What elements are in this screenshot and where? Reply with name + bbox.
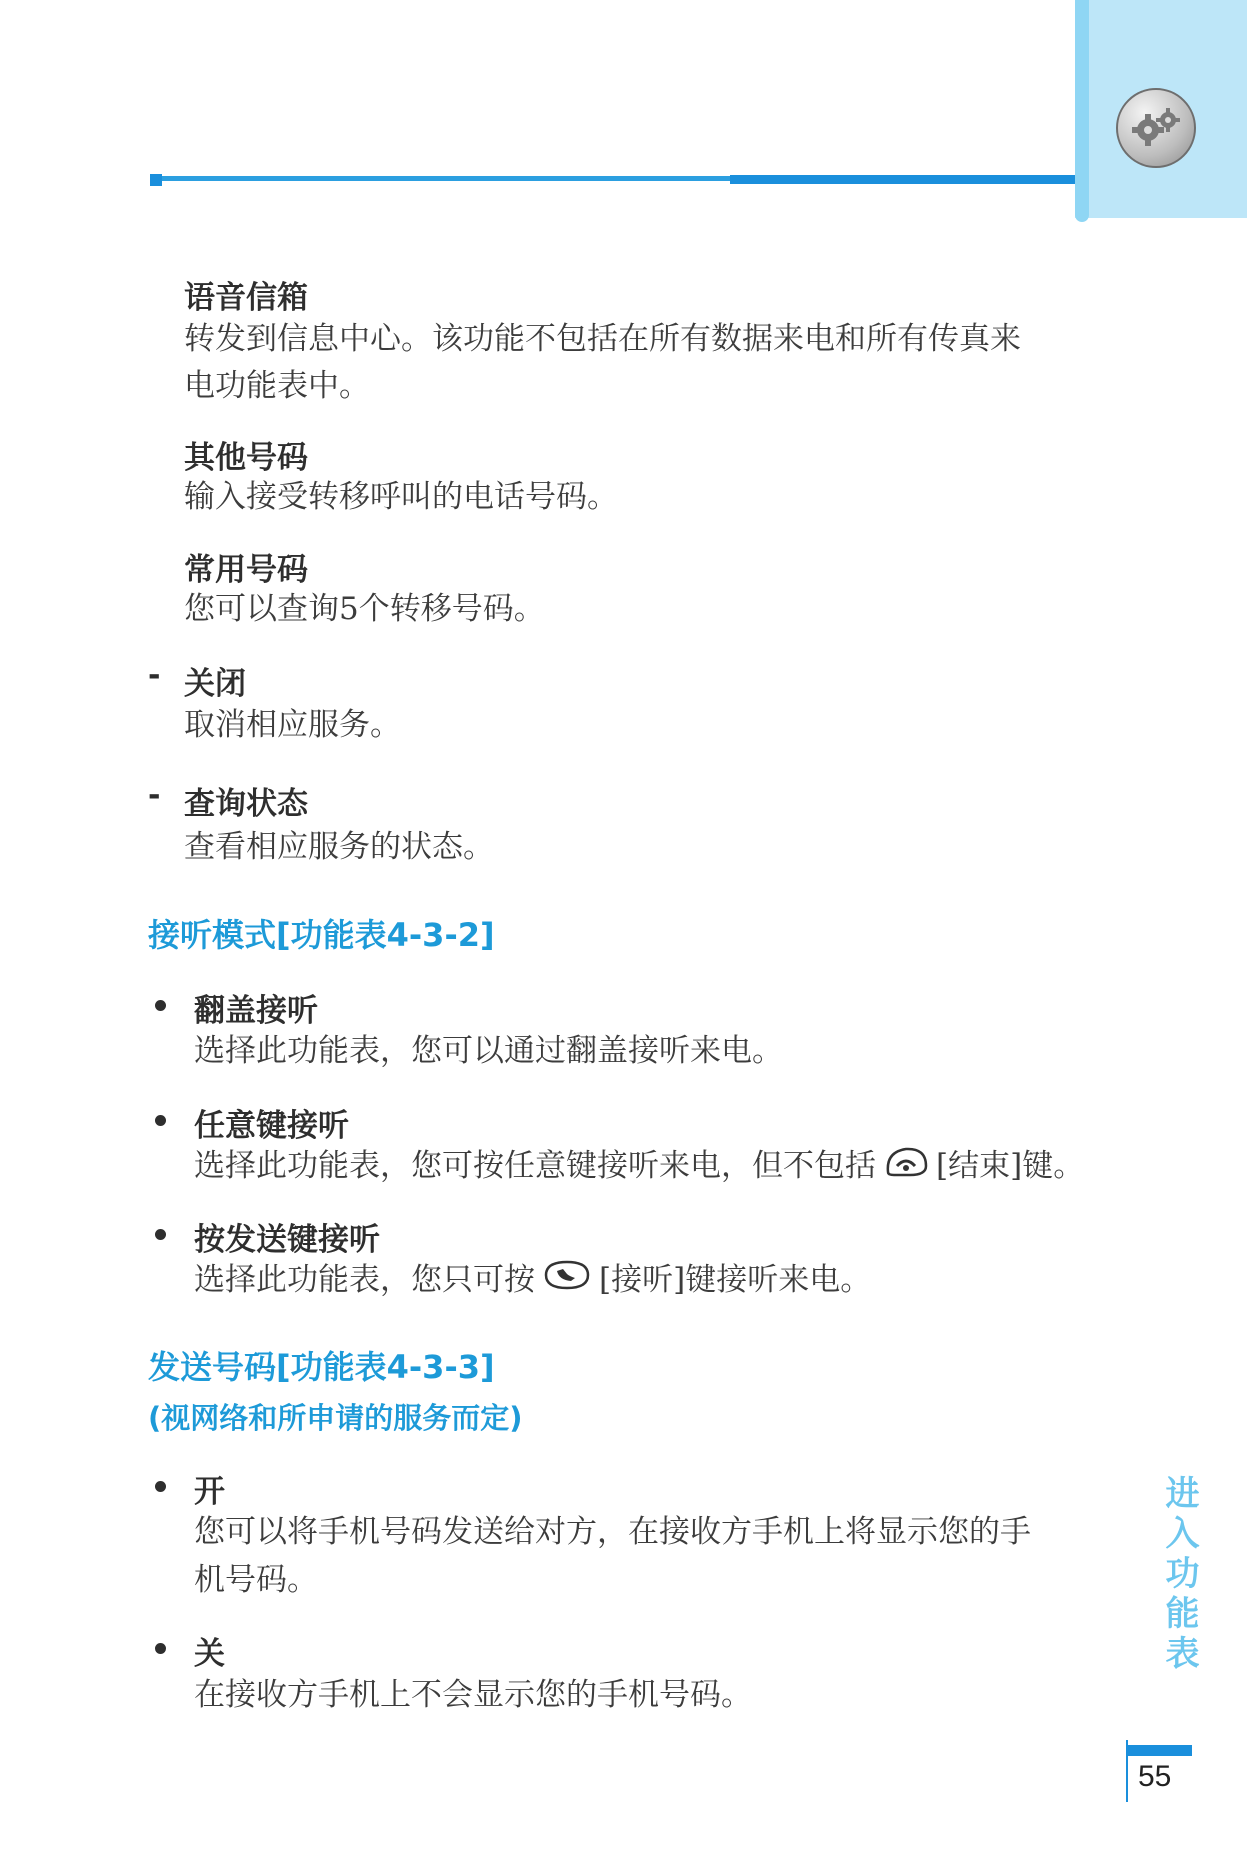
send-on-line-2: 机号码。 <box>194 1562 318 1598</box>
send-on-title: 开 <box>194 1474 225 1510</box>
answer-mode-heading: 接听模式[功能表4-3-2] <box>148 916 495 954</box>
bullet <box>155 1229 166 1240</box>
page-number-bar <box>1128 1745 1192 1756</box>
status-title: 查询状态 <box>184 786 308 822</box>
status-text: 查看相应服务的状态。 <box>184 829 494 865</box>
bullet <box>155 1000 166 1011</box>
status-dash: - <box>148 778 161 813</box>
send-key-answer-text <box>194 1257 871 1306</box>
any-key-answer-text <box>194 1143 1084 1192</box>
send-on-line-1: 您可以将手机号码发送给对方，在接收方手机上将显示您的手 <box>194 1514 1031 1550</box>
close-dash: - <box>148 658 161 693</box>
flip-answer-title: 翻盖接听 <box>194 993 318 1029</box>
voicemail-title: 语音信箱 <box>184 280 308 316</box>
close-title: 关闭 <box>184 666 246 702</box>
close-text: 取消相应服务。 <box>184 707 401 743</box>
header-rule-dot <box>150 174 162 186</box>
send-key-text-before: 选择此功能表，您只可按 <box>194 1262 535 1298</box>
page-number-line <box>1126 1740 1128 1802</box>
voicemail-line-2: 电功能表中。 <box>184 368 370 404</box>
other-number-title: 其他号码 <box>184 440 308 476</box>
voicemail-line-1: 转发到信息中心。该功能不包括在所有数据来电和所有传真来 <box>184 321 1021 357</box>
side-tab-label: 进入功能表 <box>1159 1475 1199 1675</box>
side-tab-strip <box>1075 0 1089 222</box>
send-off-title: 关 <box>194 1636 225 1672</box>
bullet <box>155 1115 166 1126</box>
send-number-heading: 发送号码[功能表4-3-3] <box>148 1348 495 1386</box>
common-number-text: 您可以查询5个转移号码。 <box>184 591 545 627</box>
send-key-text-after: [接听]键接听来电。 <box>599 1262 872 1298</box>
header-rule-thin <box>150 176 730 181</box>
any-key-answer-title: 任意键接听 <box>194 1108 349 1144</box>
bullet <box>155 1643 166 1654</box>
page-number: 55 <box>1138 1760 1172 1793</box>
any-key-text-before: 选择此功能表，您可按任意键接听来电，但不包括 <box>194 1148 876 1184</box>
other-number-text: 输入接受转移呼叫的电话号码。 <box>184 479 618 515</box>
flip-answer-text: 选择此功能表，您可以通过翻盖接听来电。 <box>194 1033 783 1069</box>
send-call-icon <box>541 1258 593 1306</box>
any-key-text-after: [结束]键。 <box>936 1148 1085 1184</box>
header-rule-thick <box>730 175 1075 184</box>
send-off-text: 在接收方手机上不会显示您的手机号码。 <box>194 1677 752 1713</box>
bullet <box>155 1481 166 1492</box>
send-number-subtitle: (视网络和所申请的服务而定) <box>148 1401 523 1435</box>
common-number-title: 常用号码 <box>184 552 308 588</box>
send-key-answer-title: 按发送键接听 <box>194 1222 380 1258</box>
end-call-icon <box>882 1144 930 1192</box>
gears-icon <box>1116 88 1196 168</box>
